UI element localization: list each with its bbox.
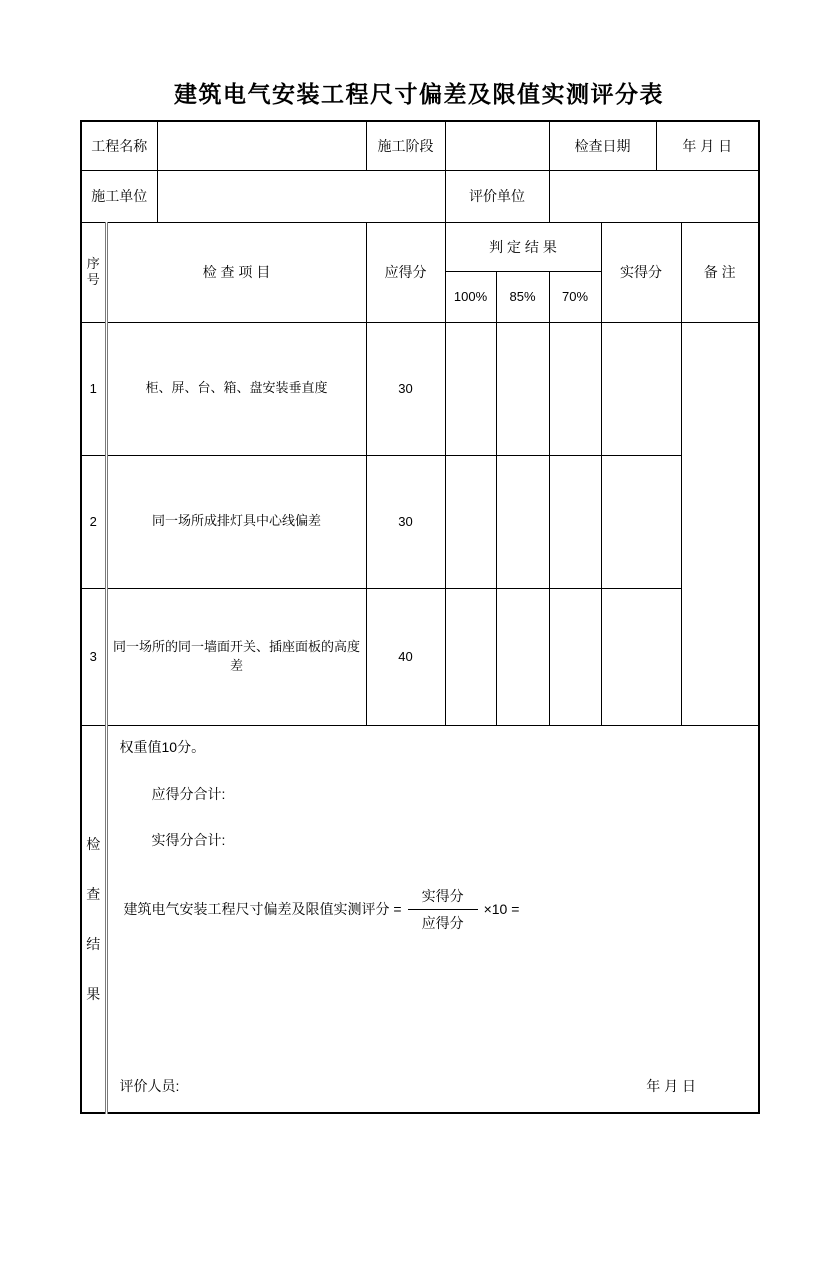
- info-row-1: [81, 121, 759, 170]
- row2-judge-100-cell: [445, 455, 496, 588]
- header-seq: [81, 222, 106, 322]
- evaluation-unit-value-cell: [549, 170, 759, 222]
- row3-seq: 3: [81, 588, 106, 725]
- header-p70: 70%: [549, 271, 601, 322]
- project-name-value-cell: [157, 121, 366, 170]
- construction-unit-label: 施工单位: [81, 170, 157, 222]
- header-due-score: 应得分: [366, 222, 445, 322]
- row3-item: 同一场所的同一墙面开关、插座面板的高度差: [106, 588, 366, 725]
- row1-judge-85-cell: [496, 322, 549, 455]
- inspection-date-value: 年 月 日: [656, 121, 759, 170]
- row2-seq: 2: [81, 455, 106, 588]
- page-title: 建筑电气安装工程尺寸偏差及限值实测评分表: [174, 81, 664, 107]
- row2-actual-cell: [601, 455, 681, 588]
- row3-judge-70-cell: [549, 588, 601, 725]
- header-seq-label: 序号: [86, 256, 100, 287]
- header-remark: 备 注: [681, 222, 759, 322]
- row2-item: 同一场所成排灯具中心线偏差: [106, 455, 366, 588]
- row1-seq: 1: [81, 322, 106, 455]
- score-form-table: [80, 120, 760, 1114]
- row3-due: 40: [366, 588, 445, 725]
- inspection-date-label: 检查日期: [549, 121, 656, 170]
- project-name-label: 工程名称: [81, 121, 157, 170]
- formula-suffix: ×10 =: [483, 901, 520, 917]
- construction-unit-value-cell: [157, 170, 445, 222]
- evaluation-unit-label: 评价单位: [445, 170, 549, 222]
- header-item: 检 查 项 目: [106, 222, 366, 322]
- construction-stage-label: 施工阶段: [366, 121, 445, 170]
- result-label-char: 果: [86, 985, 101, 1002]
- weight-note: 权重值10分。: [119, 738, 206, 755]
- row2-judge-70-cell: [549, 455, 601, 588]
- formula-numerator: 实得分: [408, 884, 478, 910]
- header-actual-score: 实得分: [601, 222, 681, 322]
- formula-denominator: 应得分: [421, 914, 464, 931]
- row1-item: 柜、屏、台、箱、盘安装垂直度: [106, 322, 366, 455]
- header-p100: 100%: [445, 271, 496, 322]
- row1-due: 30: [366, 322, 445, 455]
- row2-due: 30: [366, 455, 445, 588]
- result-footer: [120, 1076, 697, 1096]
- row1-actual-cell: [601, 322, 681, 455]
- row3-judge-85-cell: [496, 588, 549, 725]
- due-total-label: 应得分合计:: [151, 785, 226, 802]
- construction-stage-value-cell: [445, 121, 549, 170]
- table-row: [81, 322, 759, 455]
- row3-judge-100-cell: [445, 588, 496, 725]
- result-label-cell: [81, 725, 106, 1113]
- header-p85: 85%: [496, 271, 549, 322]
- score-formula: [124, 884, 759, 935]
- row3-actual-cell: [601, 588, 681, 725]
- result-section-row: [81, 725, 759, 1113]
- result-label-char: 检: [86, 835, 101, 852]
- row1-judge-70-cell: [549, 322, 601, 455]
- row2-judge-85-cell: [496, 455, 549, 588]
- result-vertical-label: [82, 834, 105, 1004]
- info-row-2: [81, 170, 759, 222]
- formula-prefix: 建筑电气安装工程尺寸偏差及限值实测评分 =: [123, 901, 402, 917]
- evaluator-label: 评价人员:: [119, 1078, 180, 1094]
- result-content-cell: [106, 725, 759, 1113]
- footer-date: 年 月 日: [646, 1078, 696, 1094]
- row1-judge-100-cell: [445, 322, 496, 455]
- table-row: [81, 588, 759, 725]
- table-row: [81, 455, 759, 588]
- result-label-char: 查: [86, 885, 101, 902]
- result-label-char: 结: [86, 935, 101, 952]
- remark-merged-cell: [681, 322, 759, 725]
- actual-total-label: 实得分合计:: [151, 831, 226, 848]
- formula-fraction: [408, 884, 478, 935]
- header-judgement: 判 定 结 果: [445, 222, 601, 271]
- header-row-top: [81, 222, 759, 271]
